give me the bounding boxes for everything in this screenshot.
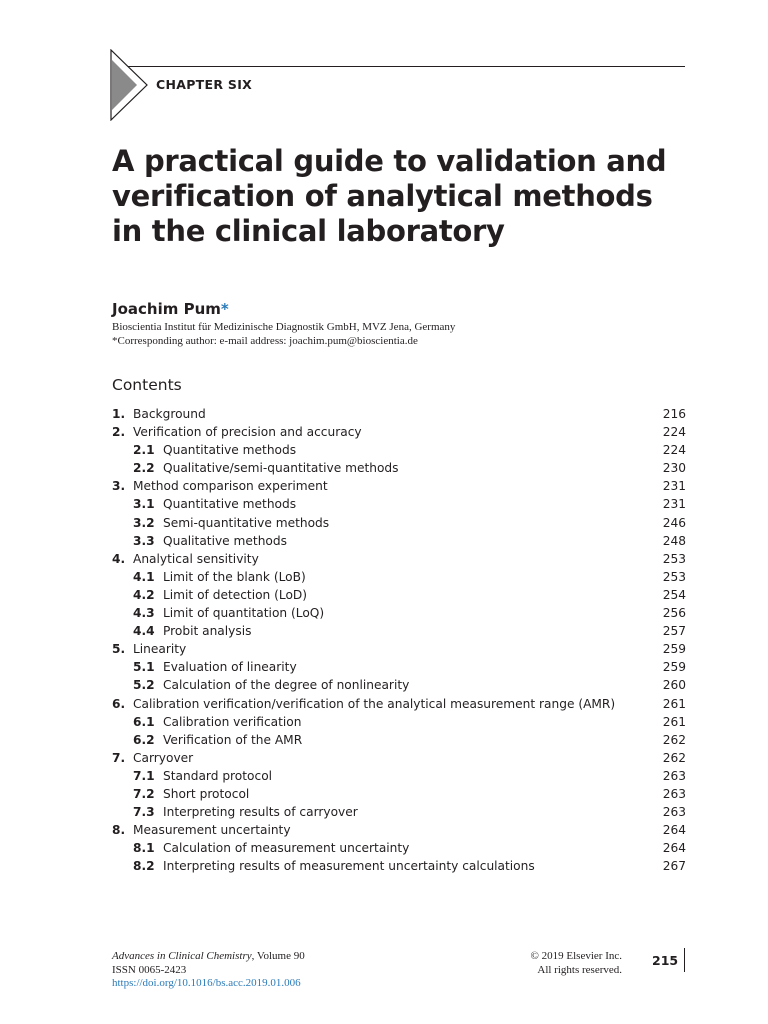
toc-entry-title: Limit of the blank (LoB) — [163, 569, 306, 584]
toc-entry-title: Quantitative methods — [163, 443, 297, 458]
toc-entry-page: 224 — [662, 443, 686, 458]
page-number-rule — [684, 948, 685, 972]
toc-entry-page: 253 — [662, 569, 686, 584]
author-name: Joachim Pum — [112, 300, 221, 318]
toc-entry[interactable] — [112, 441, 686, 459]
toc-entry[interactable] — [112, 532, 686, 550]
toc-entry[interactable] — [112, 550, 686, 568]
corresponding-author-marker[interactable]: * — [220, 300, 229, 318]
toc-entry-title: Calculation of the degree of nonlinearity — [163, 678, 410, 693]
toc-entry-page: 261 — [662, 696, 686, 711]
doi-link[interactable]: https://doi.org/10.1016/bs.acc.2019.01.006 — [112, 977, 301, 989]
footer-citation — [112, 950, 305, 991]
toc-entry[interactable] — [112, 676, 686, 694]
journal-name: Advances in Clinical Chemistry — [112, 950, 252, 962]
toc-entry-page: 263 — [662, 786, 686, 801]
toc-entry-title: Verification of precision and accuracy — [133, 425, 362, 440]
toc-entry[interactable] — [112, 803, 686, 821]
toc-entry[interactable] — [112, 459, 686, 477]
toc-entry-title: Interpreting results of measurement uncertainty calculations — [163, 859, 535, 874]
chapter-title: A practical guide to validation and verification of analytical methods in the clinical laboratory — [112, 144, 667, 248]
toc-entry-page: 246 — [662, 515, 686, 530]
toc-entry-page: 261 — [662, 714, 686, 729]
toc-entry[interactable] — [112, 767, 686, 785]
toc-entry-title: Calibration verification — [163, 714, 302, 729]
toc-entry[interactable] — [112, 785, 686, 803]
toc-entry[interactable] — [112, 839, 686, 857]
chapter-rule — [128, 66, 685, 67]
toc-entry[interactable] — [112, 568, 686, 586]
toc-entry-number: 8.2 — [133, 859, 155, 874]
toc-entry-title: Short protocol — [163, 786, 250, 801]
toc-entry-number: 7.1 — [133, 768, 155, 783]
toc-entry-title: Standard protocol — [163, 768, 273, 783]
toc-entry-number: 6.1 — [133, 714, 155, 729]
toc-entry-title: Qualitative/semi-quantitative methods — [163, 461, 399, 476]
toc-entry-page: 262 — [662, 732, 686, 747]
toc-entry-number: 3.1 — [133, 497, 155, 512]
toc-entry-number: 7.3 — [133, 805, 155, 820]
toc-entry[interactable] — [112, 640, 686, 658]
page-number: 215 — [652, 953, 679, 968]
toc-entry-page: 230 — [662, 461, 686, 476]
toc-entry[interactable] — [112, 821, 686, 839]
toc-entry-number: 6. — [112, 696, 126, 711]
toc-entry-title: Evaluation of linearity — [163, 660, 297, 675]
table-of-contents — [112, 405, 686, 875]
toc-entry-number: 8. — [112, 823, 126, 838]
toc-entry-title: Limit of quantitation (LoQ) — [163, 606, 325, 621]
chapter-label: CHAPTER SIX — [156, 77, 253, 92]
toc-entry-number: 5.1 — [133, 660, 155, 675]
toc-entry-title: Calculation of measurement uncertainty — [163, 841, 410, 856]
toc-entry-number: 3.2 — [133, 515, 155, 530]
toc-entry-number: 2.2 — [133, 461, 155, 476]
chapter-chevron-icon — [110, 49, 158, 121]
toc-entry-title: Semi-quantitative methods — [163, 515, 330, 530]
toc-entry-page: 256 — [662, 606, 686, 621]
corresponding-author-note: *Corresponding author: e-mail address: joachim.pum@bioscientia.de — [112, 335, 418, 347]
toc-entry-page: 262 — [662, 750, 686, 765]
rights-reserved: All rights reserved. — [537, 963, 622, 976]
toc-entry-number: 7.2 — [133, 786, 155, 801]
toc-entry-page: 257 — [662, 624, 686, 639]
toc-entry-number: 2. — [112, 425, 126, 440]
toc-entry-number: 6.2 — [133, 732, 155, 747]
journal-volume: , Volume 90 — [251, 950, 305, 962]
toc-entry-page: 253 — [662, 551, 686, 566]
author-affiliation: Bioscientia Institut für Medizinische Diagnostik GmbH, MVZ Jena, Germany — [112, 321, 456, 333]
toc-entry-page: 224 — [662, 425, 686, 440]
toc-entry-page: 216 — [662, 407, 686, 421]
journal-line — [112, 950, 305, 964]
toc-entry[interactable] — [112, 749, 686, 767]
toc-entry[interactable] — [112, 477, 686, 495]
toc-entry-number: 4.3 — [133, 606, 155, 621]
toc-entry-number: 7. — [112, 750, 126, 765]
toc-entry-page: 263 — [662, 805, 686, 820]
toc-entry-number: 4. — [112, 551, 126, 566]
toc-entry-number: 8.1 — [133, 841, 155, 856]
toc-entry-number: 5. — [112, 642, 126, 657]
toc-entry-number: 4.2 — [133, 587, 155, 602]
toc-entry-number: 4.1 — [133, 569, 155, 584]
toc-entry-title: Measurement uncertainty — [133, 823, 291, 838]
toc-entry-page: 231 — [662, 497, 686, 512]
toc-entry-title: Quantitative methods — [163, 497, 297, 512]
author-block — [112, 300, 229, 318]
toc-entry-number: 5.2 — [133, 678, 155, 693]
toc-entry-page: 259 — [662, 660, 686, 675]
toc-entry-page: 248 — [662, 533, 686, 548]
toc-entry[interactable] — [112, 604, 686, 622]
toc-entry-title: Linearity — [133, 642, 187, 657]
toc-entry[interactable] — [112, 405, 686, 423]
toc-entry-number: 2.1 — [133, 443, 155, 458]
toc-entry[interactable] — [112, 622, 686, 640]
toc-entry-page: 263 — [662, 768, 686, 783]
toc-entry-page: 264 — [662, 823, 686, 838]
toc-entry-title: Background — [133, 407, 206, 421]
author-affiliation-block — [112, 320, 455, 348]
toc-entry-page: 231 — [662, 479, 686, 494]
toc-entry[interactable] — [112, 514, 686, 532]
copyright: © 2019 Elsevier Inc. — [530, 950, 622, 962]
toc-entry-page: 267 — [662, 859, 686, 874]
toc-entry-title: Analytical sensitivity — [133, 551, 259, 566]
toc-entry-page: 254 — [662, 587, 686, 602]
toc-entry-title: Method comparison experiment — [133, 479, 328, 494]
toc-entry-title: Limit of detection (LoD) — [163, 587, 308, 602]
toc-entry-title: Qualitative methods — [163, 533, 287, 548]
toc-entry[interactable] — [112, 857, 686, 875]
toc-entry[interactable] — [112, 495, 686, 513]
toc-entry-title: Interpreting results of carryover — [163, 805, 358, 820]
toc-entry-title: Probit analysis — [163, 624, 252, 639]
toc-entry-number: 3.3 — [133, 533, 155, 548]
toc-entry[interactable] — [112, 713, 686, 731]
toc-entry[interactable] — [112, 586, 686, 604]
toc-entry-number: 1. — [112, 407, 126, 421]
toc-entry[interactable] — [112, 658, 686, 676]
toc-entry-number: 3. — [112, 479, 126, 494]
toc-entry-title: Calibration verification/verification of the analytical measurement range (AMR) — [133, 696, 616, 711]
footer-copyright — [498, 950, 622, 977]
toc-entry[interactable] — [112, 695, 686, 713]
toc-entry-title: Verification of the AMR — [163, 732, 303, 747]
contents-heading: Contents — [112, 376, 182, 394]
toc-entry-title: Carryover — [133, 750, 194, 765]
toc-entry[interactable] — [112, 731, 686, 749]
toc-entry-number: 4.4 — [133, 624, 155, 639]
issn: ISSN 0065-2423 — [112, 963, 187, 976]
toc-entry[interactable] — [112, 423, 686, 441]
toc-entry-page: 259 — [662, 642, 686, 657]
toc-entry-page: 260 — [662, 678, 686, 693]
toc-entry-page: 264 — [662, 841, 686, 856]
